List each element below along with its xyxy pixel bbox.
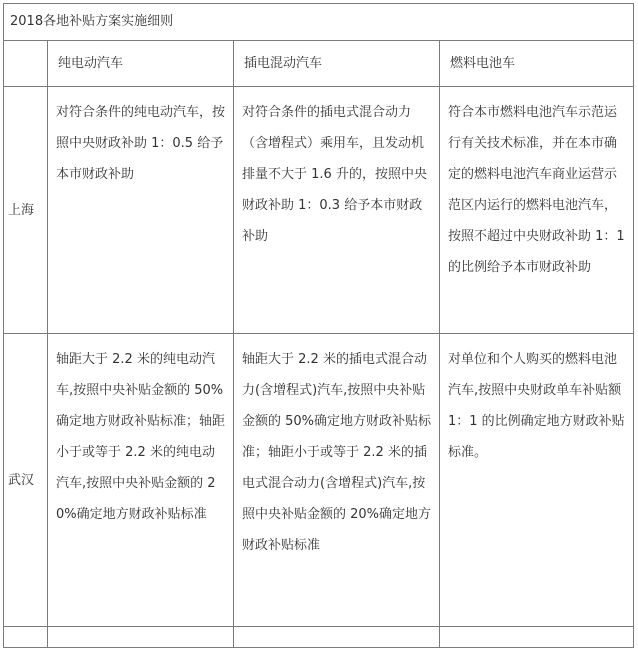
- table-header-row: [4, 41, 634, 87]
- continued-cell-2: [48, 627, 234, 648]
- city-cell-wuhan: 武汉: [4, 334, 48, 627]
- table-title: 2018各地补贴方案实施细则: [4, 4, 634, 41]
- wuhan-ev-policy: 轴距大于 2.2 米的纯电动汽车,按照中央补贴金额的 50%确定地方财政补贴标准；轴距小于或等于 2.2 米的纯电动汽车,按照中央补贴金额的 20%确定地方财政补贴标准: [48, 334, 234, 627]
- table-row-shanghai: [4, 87, 634, 334]
- continued-cell-4: [440, 627, 634, 648]
- continued-cell-3: [234, 627, 440, 648]
- table-title-row: [4, 4, 634, 41]
- table-row-wuhan: [4, 334, 634, 627]
- table-row-continued: [4, 627, 634, 648]
- header-ev: 纯电动汽车: [48, 41, 234, 87]
- shanghai-phev-policy: 对符合条件的插电式混合动力（含增程式）乘用车，且发动机排量不大于 1.6 升的，按照中央财政补助 1：0.3 给予本市财政补助: [234, 87, 440, 334]
- city-cell-shanghai: 上海: [4, 87, 48, 334]
- shanghai-ev-policy: 对符合条件的纯电动汽车，按照中央财政补助 1：0.5 给予本市财政补助: [48, 87, 234, 334]
- shanghai-fcv-policy: 符合本市燃料电池汽车示范运行有关技术标准，并在本市确定的燃料电池汽车商业运营示范区内运行的燃料电池汽车，按照不超过中央财政补助 1：1 的比例给予本市财政补助: [440, 87, 634, 334]
- subsidy-policy-table: [3, 3, 634, 648]
- header-fcv: 燃料电池车: [440, 41, 634, 87]
- continued-cell-1: [4, 627, 48, 648]
- wuhan-fcv-policy: 对单位和个人购买的燃料电池汽车,按照中央财政单车补贴额 1：1 的比例确定地方财政补贴标准。: [440, 334, 634, 627]
- header-empty-cell: [4, 41, 48, 87]
- wuhan-phev-policy: 轴距大于 2.2 米的插电式混合动力(含增程式)汽车,按照中央补贴金额的 50%确定地方财政补贴标准；轴距小于或等于 2.2 米的插电式混合动力(含增程式)汽车,按照中央补贴金额的 20%确定地方财政补贴标准: [234, 334, 440, 627]
- header-phev: 插电混动汽车: [234, 41, 440, 87]
